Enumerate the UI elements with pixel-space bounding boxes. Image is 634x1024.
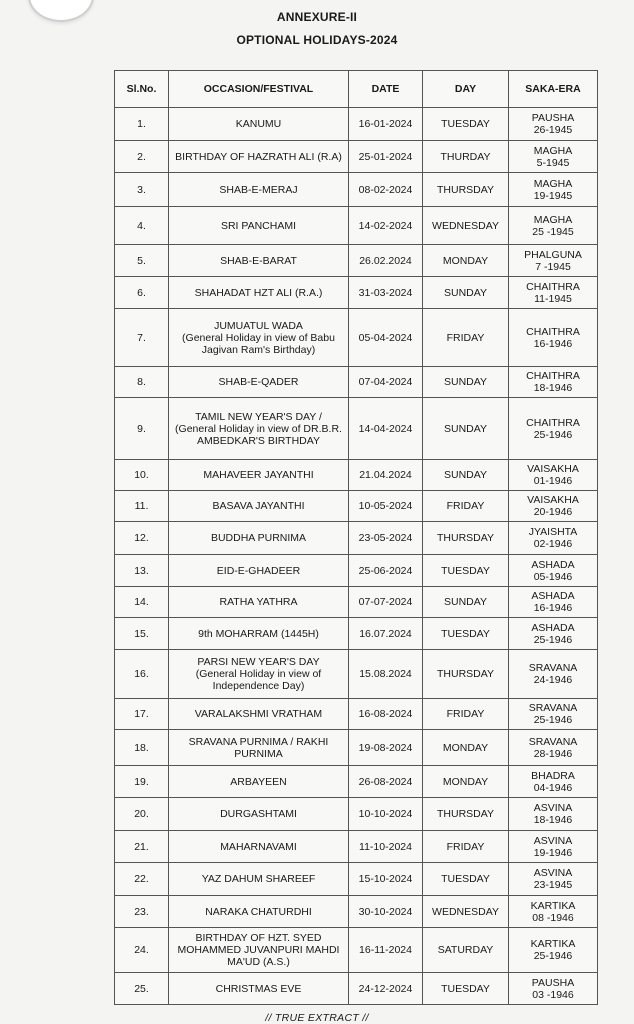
cell-occasion: SHAB-E-MERAJ xyxy=(169,173,349,207)
cell-day: FRIDAY xyxy=(423,309,509,367)
cell-slno: 18. xyxy=(115,730,169,766)
cell-day: SUNDAY xyxy=(423,277,509,309)
optional-holidays-table xyxy=(114,70,598,1005)
table-row xyxy=(115,730,598,766)
cell-occasion: SHAB-E-BARAT xyxy=(169,245,349,277)
table-row xyxy=(115,460,598,491)
cell-date: 07-07-2024 xyxy=(349,587,423,618)
cell-date: 26-08-2024 xyxy=(349,766,423,798)
cell-slno: 13. xyxy=(115,555,169,587)
cell-date: 14-02-2024 xyxy=(349,207,423,245)
cell-date: 05-04-2024 xyxy=(349,309,423,367)
table-row xyxy=(115,766,598,798)
cell-slno: 8. xyxy=(115,367,169,398)
cell-date: 15-10-2024 xyxy=(349,863,423,896)
cell-date: 16-01-2024 xyxy=(349,108,423,141)
cell-occasion: 9th MOHARRAM (1445H) xyxy=(169,618,349,650)
cell-date: 25-06-2024 xyxy=(349,555,423,587)
table-row xyxy=(115,863,598,896)
cell-day: THURSDAY xyxy=(423,798,509,831)
cell-date: 11-10-2024 xyxy=(349,831,423,863)
cell-occasion: EID-E-GHADEER xyxy=(169,555,349,587)
cell-saka-era: KARTIKA 25-1946 xyxy=(509,928,598,973)
cell-occasion: SHAHADAT HZT ALI (R.A.) xyxy=(169,277,349,309)
cell-date: 24-12-2024 xyxy=(349,973,423,1005)
cell-date: 15.08.2024 xyxy=(349,650,423,699)
cell-saka-era: KARTIKA 08 -1946 xyxy=(509,896,598,928)
cell-slno: 15. xyxy=(115,618,169,650)
cell-date: 30-10-2024 xyxy=(349,896,423,928)
cell-saka-era: ASVINA 19-1946 xyxy=(509,831,598,863)
cell-saka-era: PAUSHA 26-1945 xyxy=(509,108,598,141)
column-header-slno: Sl.No. xyxy=(115,71,169,108)
cell-occasion: SRI PANCHAMI xyxy=(169,207,349,245)
cell-occasion: ARBAYEEN xyxy=(169,766,349,798)
cell-date: 10-05-2024 xyxy=(349,491,423,522)
true-extract-footer: // TRUE EXTRACT // xyxy=(265,1012,369,1024)
column-header-date: DATE xyxy=(349,71,423,108)
table-row xyxy=(115,398,598,460)
cell-saka-era: SRAVANA 24-1946 xyxy=(509,650,598,699)
cell-slno: 4. xyxy=(115,207,169,245)
cell-day: WEDNESDAY xyxy=(423,896,509,928)
column-header-occasion: OCCASION/FESTIVAL xyxy=(169,71,349,108)
table-row xyxy=(115,173,598,207)
cell-occasion: PARSI NEW YEAR'S DAY (General Holiday in view of Independence Day) xyxy=(169,650,349,699)
cell-slno: 17. xyxy=(115,699,169,730)
cell-occasion: BASAVA JAYANTHI xyxy=(169,491,349,522)
table-row xyxy=(115,699,598,730)
cell-day: TUESDAY xyxy=(423,618,509,650)
cell-date: 19-08-2024 xyxy=(349,730,423,766)
cell-occasion: BIRTHDAY OF HZT. SYED MOHAMMED JUVANPURI MAHDI MA'UD (A.S.) xyxy=(169,928,349,973)
page-title: OPTIONAL HOLIDAYS-2024 xyxy=(236,33,398,47)
table-row xyxy=(115,928,598,973)
cell-date: 25-01-2024 xyxy=(349,141,423,173)
annexure-heading: ANNEXURE-II xyxy=(276,10,358,24)
cell-occasion: MAHAVEER JAYANTHI xyxy=(169,460,349,491)
cell-saka-era: VAISAKHA 20-1946 xyxy=(509,491,598,522)
cell-date: 16-11-2024 xyxy=(349,928,423,973)
table-row xyxy=(115,309,598,367)
cell-saka-era: SRAVANA 28-1946 xyxy=(509,730,598,766)
cell-date: 10-10-2024 xyxy=(349,798,423,831)
table-row xyxy=(115,108,598,141)
cell-day: MONDAY xyxy=(423,245,509,277)
cell-occasion: VARALAKSHMI VRATHAM xyxy=(169,699,349,730)
cell-occasion: NARAKA CHATURDHI xyxy=(169,896,349,928)
table-row xyxy=(115,207,598,245)
cell-date: 16-08-2024 xyxy=(349,699,423,730)
cell-day: TUESDAY xyxy=(423,555,509,587)
cell-occasion: MAHARNAVAMI xyxy=(169,831,349,863)
cell-occasion: BIRTHDAY OF HAZRATH ALI (R.A) xyxy=(169,141,349,173)
cell-saka-era: CHAITHRA 18-1946 xyxy=(509,367,598,398)
cell-occasion: DURGASHTAMI xyxy=(169,798,349,831)
cell-date: 23-05-2024 xyxy=(349,522,423,555)
table-row xyxy=(115,367,598,398)
cell-saka-era: ASHADA 16-1946 xyxy=(509,587,598,618)
cell-date: 08-02-2024 xyxy=(349,173,423,207)
cell-slno: 1. xyxy=(115,108,169,141)
cell-slno: 2. xyxy=(115,141,169,173)
cell-saka-era: VAISAKHA 01-1946 xyxy=(509,460,598,491)
table-row xyxy=(115,491,598,522)
cell-occasion: YAZ DAHUM SHAREEF xyxy=(169,863,349,896)
cell-saka-era: MAGHA 25 -1945 xyxy=(509,207,598,245)
table-row xyxy=(115,245,598,277)
cell-saka-era: PHALGUNA 7 -1945 xyxy=(509,245,598,277)
cell-date: 31-03-2024 xyxy=(349,277,423,309)
cell-slno: 22. xyxy=(115,863,169,896)
cell-saka-era: BHADRA 04-1946 xyxy=(509,766,598,798)
cell-occasion: KANUMU xyxy=(169,108,349,141)
table-row xyxy=(115,555,598,587)
cell-saka-era: MAGHA 19-1945 xyxy=(509,173,598,207)
cell-occasion: JUMUATUL WADA (General Holiday in view of Babu Jagivan Ram's Birthday) xyxy=(169,309,349,367)
table-row xyxy=(115,141,598,173)
table-row xyxy=(115,618,598,650)
cell-day: TUESDAY xyxy=(423,863,509,896)
cell-day: FRIDAY xyxy=(423,699,509,730)
cell-occasion: SHAB-E-QADER xyxy=(169,367,349,398)
cell-date: 14-04-2024 xyxy=(349,398,423,460)
table-row xyxy=(115,973,598,1005)
cell-slno: 3. xyxy=(115,173,169,207)
cell-day: THURSDAY xyxy=(423,650,509,699)
cell-saka-era: ASVINA 18-1946 xyxy=(509,798,598,831)
cell-day: WEDNESDAY xyxy=(423,207,509,245)
cell-slno: 10. xyxy=(115,460,169,491)
cell-day: FRIDAY xyxy=(423,831,509,863)
column-header-saka-era: SAKA-ERA xyxy=(509,71,598,108)
cell-day: FRIDAY xyxy=(423,491,509,522)
cell-slno: 23. xyxy=(115,896,169,928)
cell-slno: 7. xyxy=(115,309,169,367)
table-row xyxy=(115,277,598,309)
cell-day: MONDAY xyxy=(423,766,509,798)
cell-saka-era: SRAVANA 25-1946 xyxy=(509,699,598,730)
cell-saka-era: MAGHA 5-1945 xyxy=(509,141,598,173)
cell-saka-era: CHAITHRA 25-1946 xyxy=(509,398,598,460)
column-header-day: DAY xyxy=(423,71,509,108)
cell-day: TUESDAY xyxy=(423,973,509,1005)
cell-slno: 9. xyxy=(115,398,169,460)
table-row xyxy=(115,798,598,831)
cell-day: MONDAY xyxy=(423,730,509,766)
cell-day: SUNDAY xyxy=(423,587,509,618)
cell-date: 07-04-2024 xyxy=(349,367,423,398)
cell-slno: 12. xyxy=(115,522,169,555)
table-row xyxy=(115,522,598,555)
cell-slno: 25. xyxy=(115,973,169,1005)
cell-slno: 21. xyxy=(115,831,169,863)
cell-saka-era: CHAITHRA 16-1946 xyxy=(509,309,598,367)
cell-saka-era: ASVINA 23-1945 xyxy=(509,863,598,896)
table-row xyxy=(115,896,598,928)
cell-slno: 20. xyxy=(115,798,169,831)
cell-slno: 6. xyxy=(115,277,169,309)
cell-day: SATURDAY xyxy=(423,928,509,973)
cell-slno: 16. xyxy=(115,650,169,699)
cell-saka-era: PAUSHA 03 -1946 xyxy=(509,973,598,1005)
table-header-row xyxy=(115,71,598,108)
cell-slno: 11. xyxy=(115,491,169,522)
cell-date: 21.04.2024 xyxy=(349,460,423,491)
cell-slno: 24. xyxy=(115,928,169,973)
cell-day: SUNDAY xyxy=(423,460,509,491)
cell-occasion: TAMIL NEW YEAR'S DAY / (General Holiday in view of DR.B.R. AMBEDKAR'S BIRTHDAY xyxy=(169,398,349,460)
cell-saka-era: JYAISHTA 02-1946 xyxy=(509,522,598,555)
cell-slno: 5. xyxy=(115,245,169,277)
cell-slno: 14. xyxy=(115,587,169,618)
cell-date: 26.02.2024 xyxy=(349,245,423,277)
cell-occasion: BUDDHA PURNIMA xyxy=(169,522,349,555)
cell-day: SUNDAY xyxy=(423,367,509,398)
cell-occasion: CHRISTMAS EVE xyxy=(169,973,349,1005)
cell-day: TUESDAY xyxy=(423,108,509,141)
cell-occasion: RATHA YATHRA xyxy=(169,587,349,618)
cell-saka-era: ASHADA 25-1946 xyxy=(509,618,598,650)
cell-day: THURDAY xyxy=(423,141,509,173)
table-row xyxy=(115,831,598,863)
table-row xyxy=(115,587,598,618)
cell-saka-era: ASHADA 05-1946 xyxy=(509,555,598,587)
cell-slno: 19. xyxy=(115,766,169,798)
cell-saka-era: CHAITHRA 11-1945 xyxy=(509,277,598,309)
cell-day: THURSDAY xyxy=(423,173,509,207)
table-row xyxy=(115,650,598,699)
cell-date: 16.07.2024 xyxy=(349,618,423,650)
cell-day: THURSDAY xyxy=(423,522,509,555)
cell-occasion: SRAVANA PURNIMA / RAKHI PURNIMA xyxy=(169,730,349,766)
cell-day: SUNDAY xyxy=(423,398,509,460)
